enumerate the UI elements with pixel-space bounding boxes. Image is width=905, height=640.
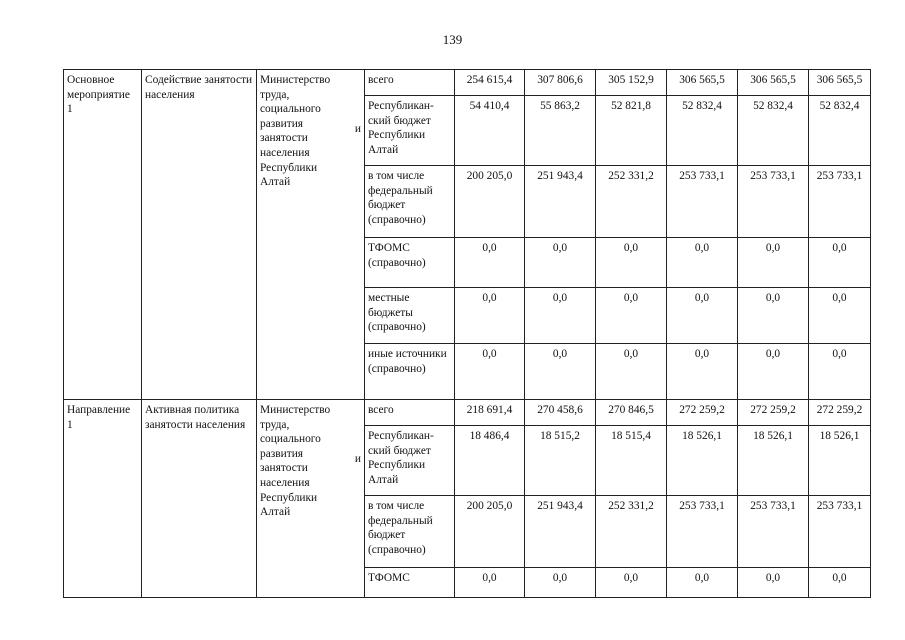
value-cell: 18 515,2 (525, 426, 596, 496)
table-body (64, 70, 871, 598)
value-cell: 253 733,1 (809, 496, 871, 568)
value-cell: 270 846,5 (596, 400, 667, 426)
source-cell: местные бюджеты (справочно) (365, 288, 455, 344)
responsible-cell: Министерство труда, социального развития и занятости населения Республики Алтай (257, 70, 365, 400)
value-cell: 306 565,5 (667, 70, 738, 96)
value-cell: 305 152,9 (596, 70, 667, 96)
value-cell: 0,0 (738, 568, 809, 598)
value-cell: 18 526,1 (667, 426, 738, 496)
item-cell: Направление 1 (64, 400, 142, 598)
value-cell: 0,0 (596, 238, 667, 288)
value-cell: 306 565,5 (738, 70, 809, 96)
value-cell: 0,0 (455, 344, 525, 400)
source-cell: ТФОМС (365, 568, 455, 598)
value-cell: 52 832,4 (809, 96, 871, 166)
value-cell: 307 806,6 (525, 70, 596, 96)
value-cell: 0,0 (738, 344, 809, 400)
value-cell: 253 733,1 (809, 166, 871, 238)
source-cell: Республикан-ский бюджет Республики Алтай (365, 96, 455, 166)
name-cell: Активная политика занятости населения (142, 400, 257, 598)
value-cell: 0,0 (455, 238, 525, 288)
source-cell: ТФОМС (справочно) (365, 238, 455, 288)
value-cell: 200 205,0 (455, 496, 525, 568)
value-cell: 52 832,4 (738, 96, 809, 166)
value-cell: 251 943,4 (525, 166, 596, 238)
value-cell: 0,0 (809, 288, 871, 344)
value-cell: 272 259,2 (809, 400, 871, 426)
value-cell: 54 410,4 (455, 96, 525, 166)
name-cell: Содействие занятости населения (142, 70, 257, 400)
value-cell: 251 943,4 (525, 496, 596, 568)
value-cell: 0,0 (455, 568, 525, 598)
value-cell: 18 486,4 (455, 426, 525, 496)
value-cell: 0,0 (667, 238, 738, 288)
value-cell: 272 259,2 (667, 400, 738, 426)
value-cell: 253 733,1 (667, 496, 738, 568)
value-cell: 253 733,1 (738, 496, 809, 568)
value-cell: 0,0 (738, 288, 809, 344)
value-cell: 0,0 (809, 568, 871, 598)
value-cell: 0,0 (596, 344, 667, 400)
value-cell: 270 458,6 (525, 400, 596, 426)
value-cell: 18 515,4 (596, 426, 667, 496)
value-cell: 0,0 (667, 568, 738, 598)
value-cell: 0,0 (525, 288, 596, 344)
value-cell: 18 526,1 (738, 426, 809, 496)
value-cell: 0,0 (525, 344, 596, 400)
value-cell: 0,0 (455, 288, 525, 344)
source-cell: всего (365, 400, 455, 426)
table-row (64, 70, 871, 96)
budget-table (63, 69, 871, 598)
value-cell: 0,0 (596, 568, 667, 598)
value-cell: 52 832,4 (667, 96, 738, 166)
value-cell: 306 565,5 (809, 70, 871, 96)
value-cell: 218 691,4 (455, 400, 525, 426)
page-number: 139 (442, 32, 463, 47)
source-cell: в том числе федеральный бюджет (справочно) (365, 496, 455, 568)
value-cell: 0,0 (596, 288, 667, 344)
value-cell: 252 331,2 (596, 496, 667, 568)
source-cell: Республикан-ский бюджет Республики Алтай (365, 426, 455, 496)
value-cell: 0,0 (809, 344, 871, 400)
value-cell: 0,0 (525, 238, 596, 288)
source-cell: в том числе федеральный бюджет (справочно) (365, 166, 455, 238)
value-cell: 253 733,1 (738, 166, 809, 238)
value-cell: 0,0 (667, 288, 738, 344)
value-cell: 0,0 (667, 344, 738, 400)
value-cell: 0,0 (809, 238, 871, 288)
value-cell: 18 526,1 (809, 426, 871, 496)
value-cell: 253 733,1 (667, 166, 738, 238)
source-cell: всего (365, 70, 455, 96)
value-cell: 272 259,2 (738, 400, 809, 426)
table-row (64, 400, 871, 426)
value-cell: 254 615,4 (455, 70, 525, 96)
item-cell: Основное мероприятие 1 (64, 70, 142, 400)
source-cell: иные источники (справочно) (365, 344, 455, 400)
value-cell: 52 821,8 (596, 96, 667, 166)
value-cell: 55 863,2 (525, 96, 596, 166)
value-cell: 0,0 (525, 568, 596, 598)
value-cell: 200 205,0 (455, 166, 525, 238)
value-cell: 252 331,2 (596, 166, 667, 238)
value-cell: 0,0 (738, 238, 809, 288)
responsible-cell: Министерство труда, социального развития и занятости населения Республики Алтай (257, 400, 365, 598)
